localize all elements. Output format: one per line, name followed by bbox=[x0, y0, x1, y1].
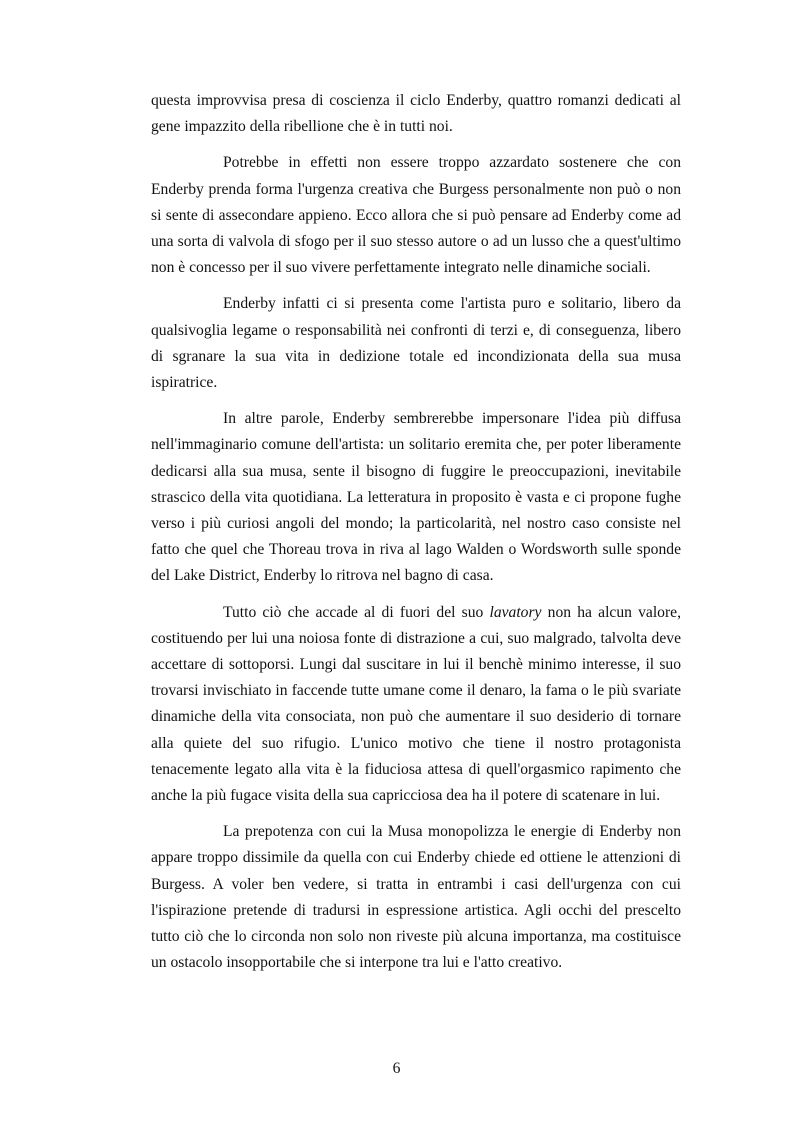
paragraph-6: La prepotenza con cui la Musa monopolizza le energie di Enderby non appare troppo dissimile da quella con cui Enderby chiede ed ottiene le attenzioni di Burgess. A voler ben vedere, si tratta in entrambi i casi dell'urgenza con cui l'ispirazione pretende di tradursi in espressione artistica. Agli occhi del prescelto tutto ciò che lo circonda non solo non riveste più alcuna importanza, ma costituisce un ostacolo insopportabile che si interpone tra lui e l'atto creativo. bbox=[151, 823, 681, 972]
paragraph-5-lead: Tutto ciò che accade al di fuori del suo bbox=[223, 603, 490, 621]
paragraph-5 bbox=[151, 600, 681, 810]
page-number: 6 bbox=[392, 1060, 401, 1077]
paragraph-5-rest: non ha alcun valore, costituendo per lui una noiosa fonte di distrazione a cui, suo malgrado, talvolta deve accettare di sottoporsi. Lungi dal suscitare in lui il benchè minimo interesse, il suo trovarsi invischiato in faccende tutte umane come il denaro, la fama o le più svariate dinamiche della vita consociata, non può che aumentare il suo desiderio di tornare alla quiete del suo rifugio. L'unico motivo che tiene il nostro protagonista tenacemente legato alla vita è la fiduciosa attesa di quell'orgasmico rapimento che anche la più fugace visita della sua capricciosa dea ha il potere di scatenare in lui. bbox=[151, 603, 681, 805]
paragraph-4: In altre parole, Enderby sembrerebbe impersonare l'idea più diffusa nell'immaginario comune dell'artista: un solitario eremita che, per poter liberamente dedicarsi alla sua musa, sente il bisogno di fuggire le preoccupazioni, inevitabile strascico della vita quotidiana. La letteratura in proposito è vasta e ci propone fughe verso i più curiosi angoli del mondo; la particolarità, nel nostro caso consiste nel fatto che quel che Thoreau trova in riva al lago Walden o Wordsworth sulle sponde del Lake District, Enderby lo ritrova nel bagno di casa. bbox=[151, 410, 681, 585]
paragraph-1: questa improvvisa presa di coscienza il ciclo Enderby, quattro romanzi dedicati al gene impazzito della ribellione che è in tutti noi. bbox=[151, 92, 681, 136]
paragraph-3: Enderby infatti ci si presenta come l'artista puro e solitario, libero da qualsivoglia legame o responsabilità nei confronti di terzi e, di conseguenza, libero di sgranare la sua vita in dedizione totale ed incondizionata della sua musa ispiratrice. bbox=[151, 295, 681, 392]
page-body bbox=[151, 88, 681, 987]
paragraph-2: Potrebbe in effetti non essere troppo azzardato sostenere che con Enderby prenda forma l'urgenza creativa che Burgess personalmente non può o non si sente di assecondare appieno. Ecco allora che si può pensare ad Enderby come ad una sorta di valvola di sfogo per il suo stesso autore o ad un lusso che a quest'ultimo non è concesso per il suo vivere perfettamente integrato nelle dinamiche sociali. bbox=[151, 154, 681, 277]
italic-term: lavatory bbox=[489, 603, 542, 621]
